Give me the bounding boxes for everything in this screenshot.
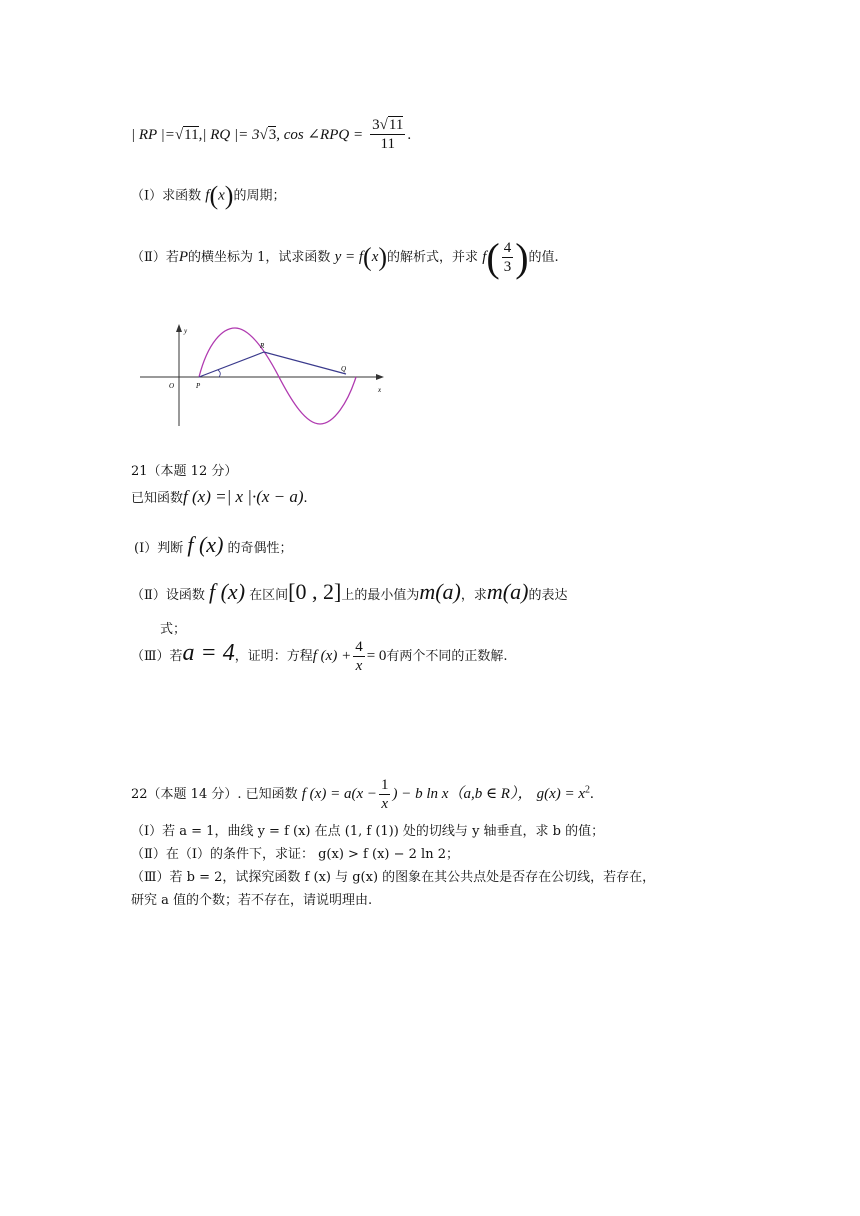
q21-part-3: （Ⅲ）若a = 4，证明：方程f (x) + $\frac{4}{x}$ = 0有两个不同的正数解.: [131, 639, 508, 674]
q22-part-2: （Ⅱ）在（Ⅰ）的条件下，求证： g(x) > f (x) − 2 ln 2；: [131, 847, 459, 862]
cos-fraction: $\frac{3√11}{11}$: [372, 117, 404, 152]
q22-part-1: （Ⅰ）若 a = 1，曲线 y = f (x) 在点 (1, f (1)) 处的切线与 y 轴垂直，求 b 的值；: [131, 824, 605, 839]
q22-head: 22（本题 14 分）. 已知函数 f (x) = a(x − $\frac{1}{x}$ ) − b ln x（a,b ∈ R）， $g(x) = x^2$.: [131, 777, 594, 812]
q22-part-3-cont: 研究 a 值的个数；若不存在，请说明理由.: [131, 893, 373, 908]
q20-part-1: （Ⅰ）求函数 f(x)的周期；: [131, 181, 286, 210]
q22-part-3: （Ⅲ）若 b = 2，试探究函数 f (x) 与 g(x) 的图象在其公共点处是否存在公切线，若存在，: [131, 870, 656, 885]
y-axis-arrow: [176, 324, 182, 332]
sine-curve: [199, 328, 356, 424]
rp-rq-cos-line: | RP |=√11,| RQ |= 3√3, cos ∠RPQ = $\frac{3√11}{11}$ .: [131, 117, 412, 152]
q21-head: 21（本题 12 分）: [131, 464, 238, 479]
r-label: R: [260, 342, 265, 350]
four-thirds: $\frac{4}{3}$: [503, 240, 512, 275]
q21-part-1: (I）判断 f (x) 的奇偶性；: [134, 532, 293, 557]
q20-part-2: （Ⅱ）若P的横坐标为 1，试求函数 y = f(x)的解析式，并求 f( $\frac{4}{3}$ )的值.: [131, 235, 559, 280]
o-label: O: [169, 382, 175, 390]
y-label: y: [184, 327, 188, 335]
sqrt-3: 3: [268, 127, 277, 143]
p-label: P: [196, 382, 201, 390]
four-over-x: $\frac{4}{x}$: [355, 639, 363, 674]
rq-length: ,| RQ |= 3: [198, 127, 260, 143]
x-label: x: [378, 386, 382, 394]
one-over-x: $\frac{1}{x}$: [380, 777, 389, 812]
angle-mark: [218, 370, 220, 377]
q-label: Q: [341, 365, 347, 373]
sqrt-11: 11: [184, 127, 199, 143]
q21-part-2-cont: 式；: [160, 622, 187, 637]
rp-length: | RP |=: [131, 127, 175, 143]
x-axis-arrow: [376, 374, 384, 380]
sine-graph: [138, 322, 390, 428]
q21-part-2: （Ⅱ）设函数 f (x) 在区间[0 , 2]上的最小值为m(a)，求m(a)的表达: [131, 579, 568, 604]
cos-angle: , cos ∠RPQ =: [276, 127, 364, 143]
q21-given: 已知函数f (x) =| x |·(x − a).: [131, 487, 308, 506]
